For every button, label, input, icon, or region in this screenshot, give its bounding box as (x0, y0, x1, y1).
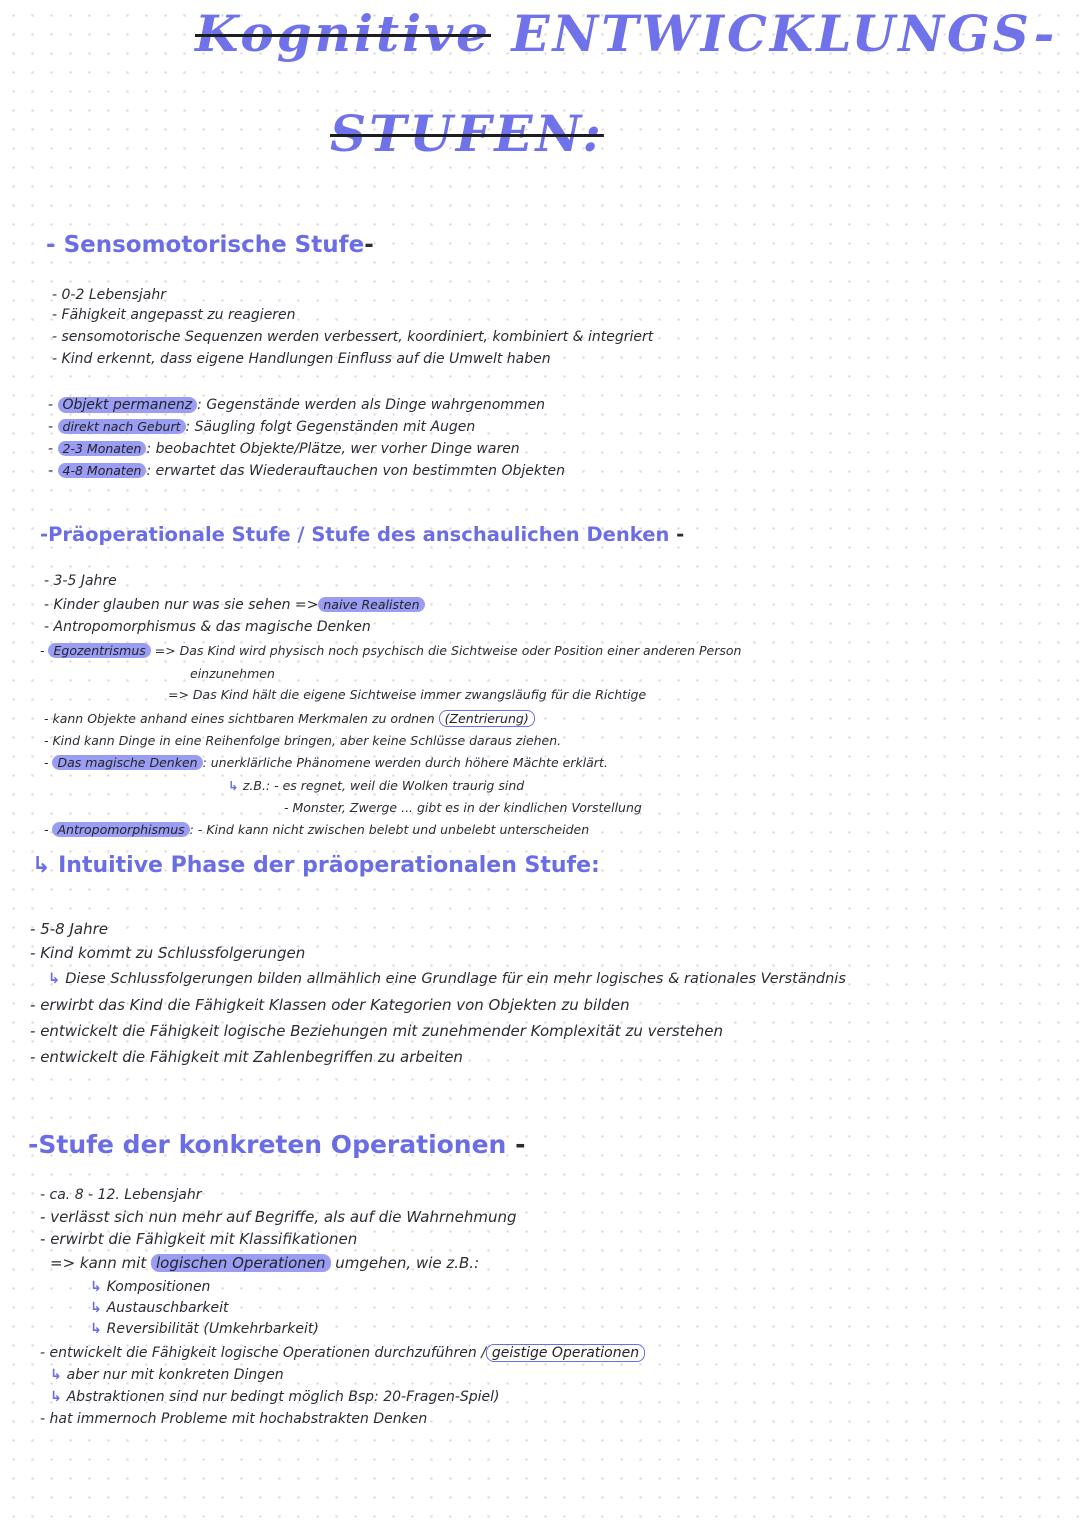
s3-line-6: - entwickelt die Fähigkeit mit Zahlenbegriffen zu arbeiten (30, 1048, 463, 1066)
arrow-icon: ↳ (48, 971, 66, 987)
text: Kind kann Dinge in eine Reihenfolge bringen, aber keine Schlüsse daraus ziehen. (52, 733, 562, 748)
text: einzunehmen (190, 666, 275, 681)
text: Antropomorphismus & das magische Denken (53, 619, 371, 635)
dash-marker: - (46, 232, 64, 258)
s4-line-2: - verlässt sich nun mehr auf Begriffe, als auf die Wahrnehmung (40, 1208, 517, 1226)
text: : - Kind kann nicht zwischen belebt und unbelebt unterscheiden (189, 822, 590, 837)
title-word-entwicklungs: ENTWICKLUNGS- (511, 4, 1058, 63)
s1-line-8: - 4-8 Monaten : erwartet das Wiederauftauchen von bestimmten Objekten (48, 463, 565, 479)
text: Austauschbarkeit (106, 1300, 229, 1316)
text: erwirbt die Fähigkeit mit Klassifikationen (50, 1230, 358, 1248)
arrow-icon: ↳ (50, 1367, 67, 1383)
text: umgehen, wie z.B.: (335, 1254, 480, 1272)
arrow-icon: ↳ (90, 1279, 107, 1295)
text: Diese Schlussfolgerungen bilden allmählich eine Grundlage für ein mehr logisches & rationales Verständnis (65, 971, 846, 987)
s2-line-4: - Egozentrismus => Das Kind wird physisch noch psychisch die Sichtweise oder Position einer anderen Person (40, 643, 742, 658)
s1-line-3: - sensomotorische Sequenzen werden verbessert, koordiniert, kombiniert & integriert (52, 329, 654, 345)
arrow-icon: ↳ (90, 1300, 107, 1316)
highlight-magisches-denken: Das magische Denken (52, 755, 202, 770)
text: Kinder glauben nur was sie sehen => (53, 597, 319, 613)
text: Kind erkennt, dass eigene Handlungen Einfluss auf die Umwelt haben (61, 351, 551, 367)
title-word-kognitive: Kognitive (195, 4, 491, 63)
s2-line-5 (168, 686, 646, 704)
s2-line-4b (190, 665, 275, 683)
s1-line-6: - direkt nach Geburt : Säugling folgt Gegenständen mit Augen (48, 419, 476, 435)
heading-text: Präoperationale Stufe / Stufe des anschaulichen Denken (48, 523, 670, 546)
arrow-icon: ↳ (32, 853, 59, 878)
s1-line-age: - 0-2 Lebensjahr (52, 287, 167, 303)
highlight-zentrierung: (Zentrierung) (439, 710, 535, 727)
highlight-logische-operationen: logischen Operationen (151, 1254, 331, 1272)
s2-line-age: - 3-5 Jahre (44, 573, 117, 589)
s1-line-7: - 2-3 Monaten : beobachtet Objekte/Plätze, wer vorher Dinge waren (48, 441, 520, 457)
text: : beobachtet Objekte/Plätze, wer vorher Dinge waren (146, 441, 520, 457)
text: 0-2 Lebensjahr (61, 287, 167, 303)
text: 3-5 Jahre (53, 573, 117, 589)
text: erwirbt das Kind die Fähigkeit Klassen oder Kategorien von Objekten zu bilden (40, 996, 630, 1014)
text: aber nur mit konkreten Dingen (66, 1367, 284, 1383)
text: Kind kommt zu Schlussfolgerungen (40, 944, 306, 962)
s4-line-9 (50, 1366, 284, 1384)
text: : erwartet das Wiederauftauchen von bestimmten Objekten (146, 463, 565, 479)
highlight-2-3-monaten: 2-3 Monaten (58, 441, 147, 456)
text: ca. 8 - 12. Lebensjahr (49, 1187, 202, 1203)
s2-line-11: - Antropomorphismus : - Kind kann nicht zwischen belebt und unbelebt unterscheiden (44, 822, 590, 837)
heading-text: Stufe der konkreten Operationen (38, 1130, 507, 1159)
text: Fähigkeit angepasst zu reagieren (61, 307, 296, 323)
text: entwickelt die Fähigkeit mit Zahlenbegriffen zu arbeiten (40, 1048, 463, 1066)
arrow-icon: ↳ (228, 778, 243, 793)
s3-line-age: - 5-8 Jahre (30, 920, 108, 938)
text: Reversibilität (Umkehrbarkeit) (106, 1321, 319, 1337)
text: : unerklärliche Phänomene werden durch höhere Mächte erklärt. (202, 755, 608, 770)
s4-line-age: - ca. 8 - 12. Lebensjahr (40, 1187, 202, 1203)
page-title-line-2 (330, 104, 604, 163)
text: z.B.: - es regnet, weil die Wolken traurig sind (242, 778, 525, 793)
heading-text: Sensomotorische Stufe (63, 232, 365, 258)
text: - Monster, Zwerge ... gibt es in der kindlichen Vorstellung (284, 800, 642, 815)
section-heading-intuitive-phase (32, 853, 600, 878)
section-heading-sensomotorisch: - Sensomotorische Stufe- (46, 232, 374, 258)
s3-line-2: - Kind kommt zu Schlussfolgerungen (30, 944, 306, 962)
s1-line-2: - Fähigkeit angepasst zu reagieren (52, 307, 296, 323)
arrow-icon: ↳ (50, 1389, 67, 1405)
s3-line-3 (48, 970, 846, 988)
highlight-direkt-nach-geburt: direkt nach Geburt (58, 419, 186, 434)
s3-line-4: - erwirbt das Kind die Fähigkeit Klassen oder Kategorien von Objekten zu bilden (30, 996, 630, 1014)
s2-line-8: - Das magische Denken : unerklärliche Phänomene werden durch höhere Mächte erklärt. (44, 755, 608, 770)
highlight-objekt-permanenz: Objekt permanenz (58, 397, 198, 413)
s4-line-8: - entwickelt die Fähigkeit logische Operationen durchzuführen / geistige Operationen (40, 1344, 645, 1362)
text: entwickelt die Fähigkeit logische Beziehungen mit zunehmender Komplexität zu verstehen (40, 1022, 724, 1040)
text: => Das Kind hält die eigene Sichtweise immer zwangsläufig für die Richtige (168, 687, 647, 702)
highlight-geistige-operationen: geistige Operationen (486, 1344, 645, 1362)
highlight-egozentrismus: Egozentrismus (48, 643, 150, 658)
text: Kompositionen (106, 1279, 211, 1295)
s4-line-3: - erwirbt die Fähigkeit mit Klassifikationen (40, 1230, 358, 1248)
title-word-stufen: STUFEN: (330, 104, 604, 163)
section-heading-praeoperational: -Präoperationale Stufe / Stufe des anschaulichen Denken - (40, 523, 685, 546)
page-title-line-1 (195, 4, 1057, 63)
highlight-4-8-monaten: 4-8 Monaten (58, 463, 147, 478)
section-heading-konkrete-operationen: -Stufe der konkreten Operationen - (28, 1130, 526, 1159)
s4-line-6 (90, 1299, 228, 1317)
text: sensomotorische Sequenzen werden verbessert, koordiniert, kombiniert & integriert (61, 329, 654, 345)
s1-line-4: - Kind erkennt, dass eigene Handlungen Einfluss auf die Umwelt haben (52, 351, 551, 367)
text: 5-8 Jahre (40, 920, 108, 938)
text: verlässt sich nun mehr auf Begriffe, als auf die Wahrnehmung (50, 1208, 517, 1226)
s4-line-4 (50, 1254, 479, 1272)
highlight-antropomorphismus: Antropomorphismus (52, 822, 189, 837)
s1-line-5: - Objekt permanenz : Gegenstände werden als Dinge wahrgenommen (48, 397, 546, 413)
s4-line-10 (50, 1388, 500, 1406)
heading-text: Intuitive Phase der präoperationalen Stufe: (58, 853, 600, 878)
s4-line-5 (90, 1278, 210, 1296)
text: Abstraktionen sind nur bedingt möglich Bsp: 20-Fragen-Spiel) (66, 1389, 500, 1405)
text: : Gegenstände werden als Dinge wahrgenommen (197, 397, 546, 413)
s2-line-3: - Antropomorphismus & das magische Denken (44, 619, 371, 635)
arrow-icon: ↳ (90, 1321, 107, 1337)
text: => kann mit (50, 1254, 147, 1272)
text: kann Objekte anhand eines sichtbaren Merkmalen zu ordnen (52, 711, 435, 726)
s3-line-5: - entwickelt die Fähigkeit logische Beziehungen mit zunehmender Komplexität zu verstehen (30, 1022, 724, 1040)
text: => Das Kind wird physisch noch psychisch die Sichtweise oder Position einer anderen Person (154, 643, 742, 658)
s2-line-7: - Kind kann Dinge in eine Reihenfolge bringen, aber keine Schlüsse daraus ziehen. (44, 733, 562, 748)
text: hat immernoch Probleme mit hochabstrakten Denken (49, 1411, 428, 1427)
text: : Säugling folgt Gegenständen mit Augen (185, 419, 476, 435)
s4-line-7 (90, 1320, 319, 1338)
s2-line-6: - kann Objekte anhand eines sichtbaren Merkmalen zu ordnen (Zentrierung) (44, 710, 535, 728)
s2-line-10 (284, 799, 642, 817)
s4-line-11: - hat immernoch Probleme mit hochabstrakten Denken (40, 1411, 428, 1427)
text: entwickelt die Fähigkeit logische Operationen durchzuführen / (49, 1345, 486, 1361)
s2-line-9 (228, 777, 524, 795)
s2-line-2: - Kinder glauben nur was sie sehen => naive Realisten (44, 596, 425, 614)
highlight-naive-realisten: naive Realisten (318, 597, 424, 612)
